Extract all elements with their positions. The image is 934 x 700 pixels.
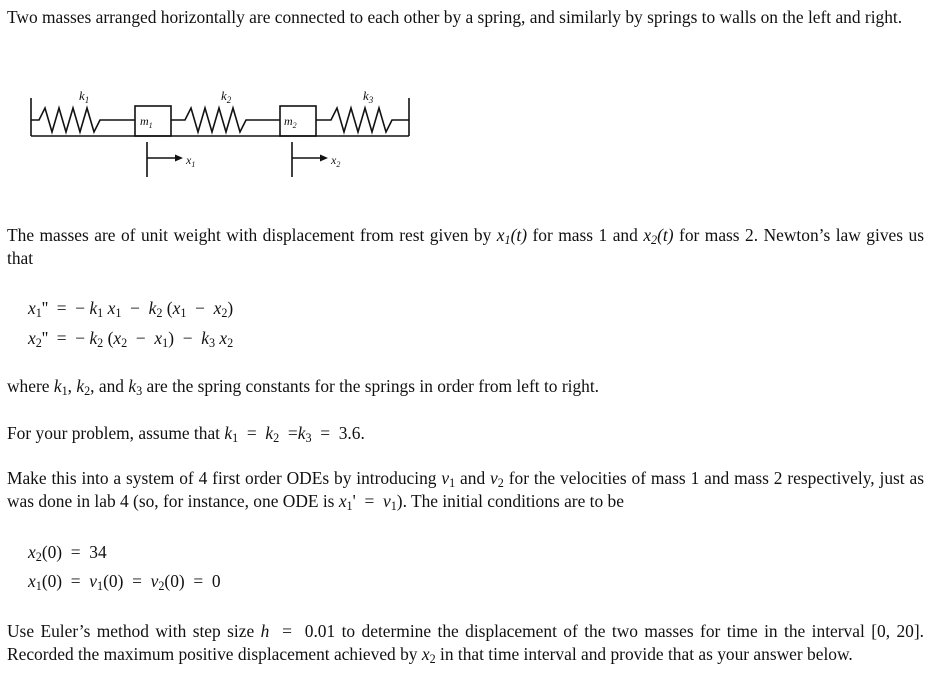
masses-paragraph [7, 224, 924, 270]
equation-2: $x_2''$ = − $k_2$ $(x_2 - x_1) - k_3$ $x_2$ [28, 328, 234, 351]
spring-3 [316, 108, 409, 132]
k1-label: $k_1$ [79, 88, 90, 105]
masses-text-3: for mass 2. Newton’s law gives us that [7, 225, 924, 268]
assume-paragraph: For your problem, assume that $k_1 = k_2 =k_3 = 3.6$. [7, 423, 365, 446]
spring-mass-diagram [25, 84, 417, 184]
x1-label: $x_1$ [186, 153, 196, 169]
intro-paragraph: Two masses arranged horizontally are connected to each other by a spring, and similarly by springs to walls on the left and right. [7, 7, 903, 27]
m1-label: $m_1$ [140, 114, 153, 130]
initial-condition-2: $x_1(0) = v_1(0) = v_2(0) = 0$ [28, 571, 221, 594]
m2-label: $m_2$ [284, 114, 297, 130]
masses-text-2: for mass 1 and [532, 225, 638, 245]
x1-arrow-head [175, 155, 183, 162]
x2-of-t: $x_2(t)$ [643, 225, 674, 248]
x1-of-t: $x_1(t)$ [496, 225, 528, 248]
where-paragraph: where $k_1$, $k_2$, and $k_3$ are the spring constants for the springs in order from left to right. [7, 376, 600, 399]
k2-label: $k_2$ [221, 88, 232, 105]
equation-1: $x_1''$ = − $k_1$ $x_1 - k_2$ $(x_1 - x_2)$ [28, 298, 234, 321]
initial-condition-1: $x_2(0) = 34$ [28, 542, 107, 565]
k3-label: $k_3$ [363, 88, 374, 105]
euler-paragraph: Use Euler’s method with step size h = 0.01 to determine the displacement of the two masses for time in the interval [0, 20]. Recorded the maximum positive displacement achieved by $x_2$ in that time interval and provide that as your answer below. [7, 621, 924, 667]
spring-1 [31, 108, 135, 132]
x2-label: $x_2$ [331, 153, 341, 169]
spring-2 [171, 108, 280, 132]
x2-arrow-head [320, 155, 328, 162]
system-paragraph: Make this into a system of 4 first order ODEs by introducing $v_1$ and $v_2$ for the velocities of mass 1 and mass 2 respectively, just as was done in lab 4 (so, for instance, one ODE is $x_1' = v_1$). The initial conditions are to be [7, 468, 924, 514]
masses-text-1: The masses are of unit weight with displacement from rest given by [7, 225, 492, 245]
